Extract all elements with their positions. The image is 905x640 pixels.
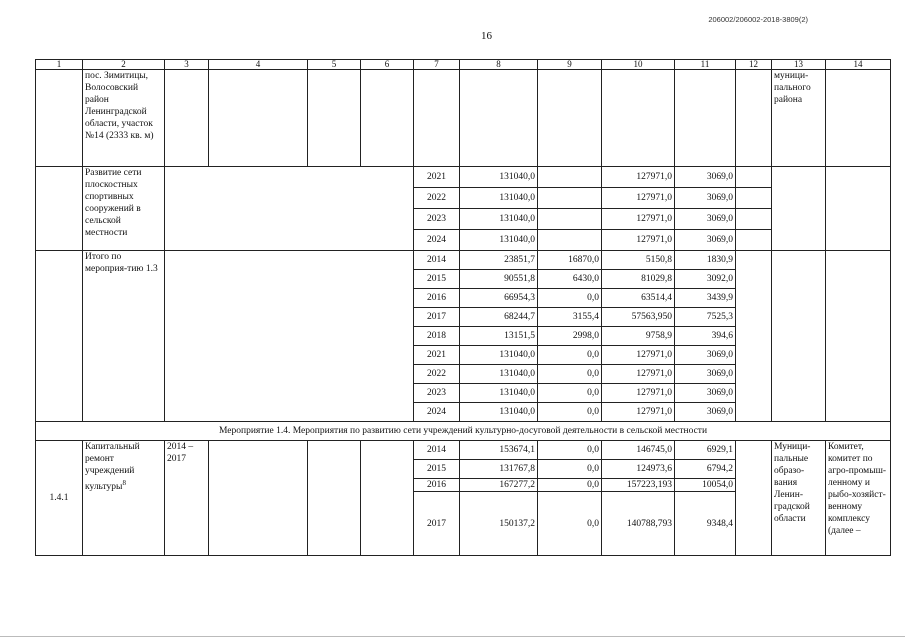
item-number: 1.4.1 [36,441,83,556]
column-header: 14 [826,60,891,70]
cell [361,441,414,556]
federal-cell [538,230,602,251]
table-row [36,251,891,270]
column-header: 2 [83,60,165,70]
year-cell: 2024 [414,403,460,422]
column-header: 9 [538,60,602,70]
total-cell: 66954,3 [460,289,538,308]
federal-cell: 0,0 [538,441,602,460]
year-cell: 2023 [414,384,460,403]
local-cell: 9348,4 [675,492,736,556]
total-cell: 68244,7 [460,308,538,327]
column-header-row [36,60,891,70]
total-cell: 167277,2 [460,479,538,492]
federal-cell: 0,0 [538,346,602,365]
cell [826,251,891,422]
federal-cell: 0,0 [538,479,602,492]
cell [826,167,891,251]
federal-cell: 0,0 [538,403,602,422]
section-title: Мероприятие 1.4. Мероприятия по развитию сети учреждений культурно-досуговой деятельности в сельской местности [36,422,891,441]
total-cell: 13151,5 [460,327,538,346]
cell [308,70,361,167]
cell [361,70,414,167]
regional-cell: 157223,193 [602,479,675,492]
total-cell: 131767,8 [460,460,538,479]
cell [736,230,772,251]
local-cell: 3069,0 [675,209,736,230]
total-cell: 90551,8 [460,270,538,289]
cell [772,167,826,251]
local-cell: 3069,0 [675,230,736,251]
row-name: Развитие сети плоскостных спортивных сооружений в сельской местности [83,167,165,251]
column-header: 12 [736,60,772,70]
total-cell: 131040,0 [460,230,538,251]
table-row [36,167,891,188]
column-header: 10 [602,60,675,70]
column-header: 8 [460,60,538,70]
regional-cell: 81029,8 [602,270,675,289]
column-header: 13 [772,60,826,70]
total-cell: 131040,0 [460,188,538,209]
footnote-mark: 8 [122,479,126,487]
local-cell: 3069,0 [675,188,736,209]
cell [414,70,460,167]
local-cell: 3069,0 [675,365,736,384]
regional-cell: 127971,0 [602,365,675,384]
regional-cell: 5150,8 [602,251,675,270]
total-cell: 131040,0 [460,365,538,384]
year-cell: 2015 [414,460,460,479]
total-cell: 131040,0 [460,346,538,365]
local-cell: 3069,0 [675,346,736,365]
local-cell: 1830,9 [675,251,736,270]
cell [736,209,772,230]
local-cell: 3069,0 [675,403,736,422]
regional-cell: 127971,0 [602,230,675,251]
regional-cell: 140788,793 [602,492,675,556]
cell [209,70,308,167]
federal-cell: 3155,4 [538,308,602,327]
cell [538,70,602,167]
cell [736,251,772,422]
cell [36,70,83,167]
year-cell: 2022 [414,188,460,209]
total-cell: 153674,1 [460,441,538,460]
regional-cell: 127971,0 [602,403,675,422]
total-cell: 131040,0 [460,167,538,188]
table-row [36,70,891,167]
cell [209,441,308,556]
cell [826,70,891,167]
regional-cell: 127971,0 [602,188,675,209]
local-cell: 3092,0 [675,270,736,289]
year-cell: 2018 [414,327,460,346]
cell [736,167,772,188]
federal-cell [538,209,602,230]
regional-cell: 124973,6 [602,460,675,479]
federal-cell [538,188,602,209]
cell [308,441,361,556]
cell [602,70,675,167]
page-number: 16 [481,30,492,42]
column-header: 1 [36,60,83,70]
page-edge [0,636,905,637]
year-cell: 2024 [414,230,460,251]
federal-cell: 0,0 [538,492,602,556]
document-id: 206002/206002-2018-3809(2) [708,15,808,24]
row-name: пос. Зимитицы, Волосовский район Ленинградской области, участок №14 (2333 кв. м) [83,70,165,167]
federal-cell: 0,0 [538,460,602,479]
cell [675,70,736,167]
responsible-cell: муници-пального района [772,70,826,167]
local-cell: 7525,3 [675,308,736,327]
year-cell: 2014 [414,251,460,270]
cell [165,70,209,167]
column-header: 4 [209,60,308,70]
cell [165,251,414,422]
total-cell: 150137,2 [460,492,538,556]
local-cell: 394,6 [675,327,736,346]
year-cell: 2021 [414,346,460,365]
cell [736,188,772,209]
year-cell: 2016 [414,479,460,492]
total-cell: 23851,7 [460,251,538,270]
period-cell: 2014 – 2017 [165,441,209,556]
regional-cell: 63514,4 [602,289,675,308]
federal-cell: 16870,0 [538,251,602,270]
row-name [83,441,165,556]
total-cell: 131040,0 [460,403,538,422]
column-header: 3 [165,60,209,70]
regional-cell: 127971,0 [602,346,675,365]
local-cell: 3439,9 [675,289,736,308]
cell [36,167,83,251]
year-cell: 2017 [414,308,460,327]
total-cell: 131040,0 [460,384,538,403]
cell [165,167,414,251]
year-cell: 2017 [414,492,460,556]
regional-cell: 127971,0 [602,209,675,230]
column-header: 6 [361,60,414,70]
regional-cell: 9758,9 [602,327,675,346]
federal-cell: 0,0 [538,384,602,403]
federal-cell: 0,0 [538,365,602,384]
year-cell: 2016 [414,289,460,308]
table-row [36,441,891,460]
federal-cell: 6430,0 [538,270,602,289]
local-cell: 3069,0 [675,167,736,188]
year-cell: 2022 [414,365,460,384]
regional-cell: 127971,0 [602,384,675,403]
regional-cell: 57563,950 [602,308,675,327]
section-row [36,422,891,441]
program-table [35,59,891,556]
year-cell: 2014 [414,441,460,460]
executor-cell: Комитет, комитет по агро-промыш-ленному и рыбо-хозяйст-венному комплексу (далее – [826,441,891,556]
cell [736,70,772,167]
federal-cell: 0,0 [538,289,602,308]
local-cell: 6794,2 [675,460,736,479]
local-cell: 10054,0 [675,479,736,492]
year-cell: 2021 [414,167,460,188]
year-cell: 2015 [414,270,460,289]
cell [772,251,826,422]
column-header: 11 [675,60,736,70]
cell [36,251,83,422]
local-cell: 3069,0 [675,384,736,403]
total-cell: 131040,0 [460,209,538,230]
column-header: 5 [308,60,361,70]
regional-cell: 146745,0 [602,441,675,460]
federal-cell [538,167,602,188]
row-name: Итого по мероприя-тию 1.3 [83,251,165,422]
cell [736,441,772,556]
year-cell: 2023 [414,209,460,230]
row-name-text: Капитальный ремонт учреждений культуры [85,442,140,493]
responsible-cell: Муници-пальные образо-вания Ленин-градской области [772,441,826,556]
column-header: 7 [414,60,460,70]
regional-cell: 127971,0 [602,167,675,188]
federal-cell: 2998,0 [538,327,602,346]
local-cell: 6929,1 [675,441,736,460]
cell [460,70,538,167]
